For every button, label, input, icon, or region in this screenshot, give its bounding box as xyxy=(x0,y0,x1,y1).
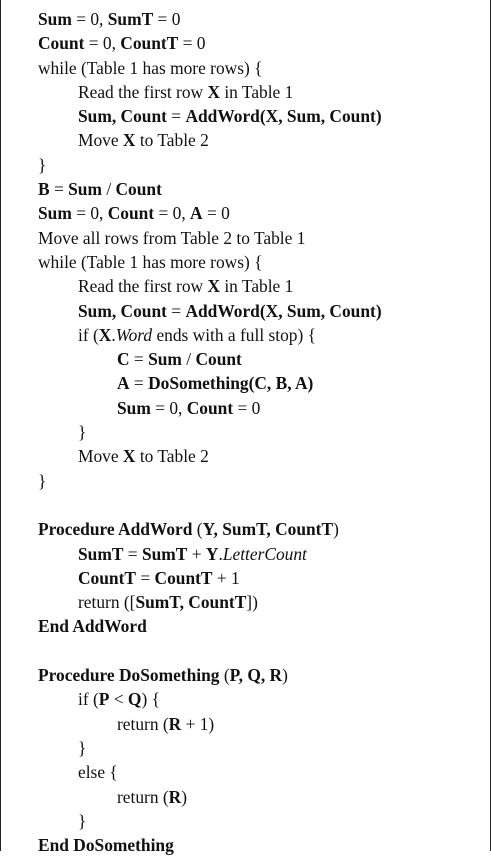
bold-token: Count xyxy=(107,203,155,224)
bold-token: Procedure DoSomething xyxy=(38,665,220,686)
bold-token: AddWord(X, Sum, Count) xyxy=(185,106,382,127)
bold-token: A xyxy=(117,373,130,394)
code-line xyxy=(1,104,490,128)
code-line xyxy=(1,760,490,784)
bold-token: End DoSomething xyxy=(38,835,174,856)
bold-token: Sum xyxy=(68,179,102,200)
code-token: ) xyxy=(181,786,188,807)
bold-token: Count xyxy=(115,179,162,200)
blank-line xyxy=(1,639,490,663)
code-token: = 0, xyxy=(84,33,121,54)
code-line xyxy=(1,371,490,395)
code-token: = xyxy=(123,543,142,564)
code-token: } xyxy=(78,810,87,831)
code-token: Move xyxy=(78,446,123,467)
code-line xyxy=(1,347,490,371)
code-line xyxy=(1,833,490,857)
code-token: ) { xyxy=(141,689,160,710)
code-line xyxy=(1,31,490,55)
code-token: ]) xyxy=(246,592,258,613)
code-token: / xyxy=(181,349,196,370)
code-token: = 0, xyxy=(150,397,187,418)
bold-token: Sum xyxy=(38,9,72,29)
code-token: in Table 1 xyxy=(220,81,294,102)
code-token: } xyxy=(38,154,47,175)
bold-token: X xyxy=(98,324,112,345)
code-token: while (Table 1 has more rows) { xyxy=(38,57,263,78)
code-line xyxy=(1,566,490,590)
code-token: } xyxy=(78,737,87,758)
code-line xyxy=(1,687,490,711)
code-token: to Table 2 xyxy=(135,446,209,467)
code-token: Read the first row xyxy=(78,81,208,102)
bold-token: SumT xyxy=(78,543,124,564)
code-token: = 0, xyxy=(154,203,191,224)
code-token: } xyxy=(78,422,87,443)
bold-token: Count xyxy=(195,349,242,370)
code-token: = 0, xyxy=(71,9,108,29)
code-token: ends with a full stop) { xyxy=(152,324,316,345)
italic-token: LetterCount xyxy=(222,543,307,564)
code-token: < xyxy=(109,689,128,710)
bold-token: Sum, Count xyxy=(78,106,167,127)
bold-token: X xyxy=(207,81,220,102)
code-line xyxy=(1,444,490,468)
code-token: ( xyxy=(219,665,230,686)
code-line xyxy=(1,250,490,274)
bold-token: CountT xyxy=(120,33,179,54)
code-token: + xyxy=(187,543,206,564)
bold-token: A xyxy=(190,203,203,224)
code-token: = xyxy=(129,349,149,370)
bold-token: CountT xyxy=(154,567,213,588)
code-line xyxy=(1,80,490,104)
bold-token: AddWord(X, Sum, Count) xyxy=(185,300,382,321)
code-token: } xyxy=(38,470,47,491)
code-token: Move xyxy=(78,130,123,151)
bold-token: Y, SumT, CountT xyxy=(202,519,334,540)
code-token: = 0 xyxy=(233,397,261,418)
bold-token: R xyxy=(168,786,182,807)
code-line xyxy=(1,7,490,31)
bold-token: P, Q, R xyxy=(229,665,283,686)
code-token: return ([ xyxy=(78,592,136,613)
code-line xyxy=(1,201,490,225)
code-token: while (Table 1 has more rows) { xyxy=(38,251,263,272)
code-line xyxy=(1,177,490,201)
code-line xyxy=(1,226,490,250)
code-token: to Table 2 xyxy=(135,130,209,151)
code-line xyxy=(1,396,490,420)
bold-token: Sum xyxy=(38,203,72,224)
code-token: ) xyxy=(282,665,288,686)
bold-token: B xyxy=(38,179,50,200)
code-token: return ( xyxy=(117,713,169,734)
bold-token: Sum xyxy=(148,349,182,370)
code-token: = 0, xyxy=(71,203,108,224)
code-line xyxy=(1,323,490,347)
code-token: = xyxy=(166,106,186,127)
code-line xyxy=(1,663,490,687)
code-line xyxy=(1,274,490,298)
code-token: ( xyxy=(192,519,203,540)
code-token: else { xyxy=(78,762,118,783)
bold-token: P xyxy=(98,689,110,710)
code-line xyxy=(1,128,490,152)
code-line xyxy=(1,299,490,323)
code-token: Read the first row xyxy=(78,276,208,297)
bold-token: Y xyxy=(205,543,219,564)
code-token: = 0 xyxy=(202,203,230,224)
code-token: + 1 xyxy=(212,567,240,588)
code-token: + 1) xyxy=(181,713,215,734)
pseudocode-block xyxy=(1,7,490,857)
code-line xyxy=(1,590,490,614)
code-line xyxy=(1,56,490,80)
code-line xyxy=(1,517,490,541)
bold-token: DoSomething(C, B, A) xyxy=(148,373,314,394)
bold-token: Count xyxy=(186,397,234,418)
bold-token: Sum xyxy=(117,397,151,418)
code-token: if ( xyxy=(78,324,99,345)
code-token: return ( xyxy=(117,786,169,807)
bold-token: Q xyxy=(127,689,142,710)
code-token: = xyxy=(136,567,155,588)
bold-token: X xyxy=(122,130,136,151)
code-token: = xyxy=(49,179,69,200)
code-token: / xyxy=(101,179,116,200)
bold-token: End AddWord xyxy=(38,616,147,637)
code-line xyxy=(1,542,490,566)
code-line xyxy=(1,712,490,736)
bold-token: Procedure AddWord xyxy=(38,519,193,540)
bold-token: CountT xyxy=(78,567,136,588)
bold-token: SumT xyxy=(141,543,188,564)
code-line xyxy=(1,469,490,493)
code-token: Move all rows from Table 2 to Table 1 xyxy=(38,227,306,248)
code-token: ) xyxy=(333,519,339,540)
bold-token: C xyxy=(117,349,130,370)
code-line xyxy=(1,785,490,809)
code-line xyxy=(1,809,490,833)
code-line xyxy=(1,614,490,638)
code-line xyxy=(1,736,490,760)
code-token: = xyxy=(129,373,149,394)
code-token: . xyxy=(111,324,116,345)
italic-token: Word xyxy=(115,324,153,345)
code-token: = 0 xyxy=(178,33,206,54)
bold-token: SumT, CountT xyxy=(135,592,247,613)
bold-token: R xyxy=(168,713,182,734)
bold-token: Count xyxy=(38,33,85,54)
code-token: = 0 xyxy=(153,9,181,29)
code-line xyxy=(1,420,490,444)
bold-token: X xyxy=(122,446,136,467)
bold-token: Sum, Count xyxy=(78,300,167,321)
code-token: . xyxy=(218,543,223,564)
blank-line xyxy=(1,493,490,517)
code-line xyxy=(1,153,490,177)
bold-token: X xyxy=(207,276,220,297)
code-token: = xyxy=(166,300,186,321)
code-token: if ( xyxy=(78,689,99,710)
bold-token: SumT xyxy=(107,9,154,29)
code-token: in Table 1 xyxy=(220,276,294,297)
